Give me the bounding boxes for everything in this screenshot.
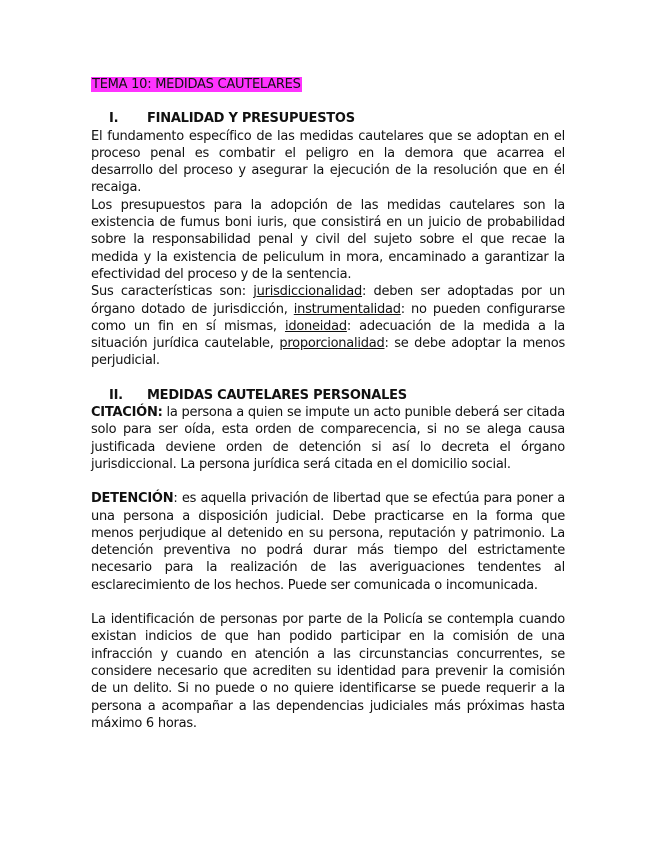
paragraph-caracteristicas: Sus características son: jurisdiccionalidad: deben ser adoptadas por un órgano dotado de jurisdicción, instrumentalidad: no pueden configurarse como un fin en sí mismas, idoneidad: adecuación de la medida a la situación jurídica cautelable, proporcionalidad: se debe adoptar la menos perjudicial. [91, 284, 566, 369]
term-citacion: CITACIÓN: [91, 405, 163, 421]
term-jurisdiccionalidad: jurisdiccionalidad [253, 284, 363, 300]
document-page [91, 76, 565, 732]
paragraph-citacion: CITACIÓN: la persona a quien se impute un acto punible deberá ser citada solo para ser oída, esta orden de comparecencia, si no se alega causa justificada deviene orden de detención si así lo decreta el órgano jurisdiccional. La persona jurídica será citada en el domicilio social. [91, 405, 565, 472]
page-title [91, 76, 565, 93]
section-title: FINALIDAD Y PRESUPUESTOS [147, 111, 355, 127]
paragraph-fundamento: El fundamento específico de las medidas cautelares que se adoptan en el proceso penal es combatir el peligro en la demora que acarrea el desarrollo del proceso y asegurar la ejecución de la resolución que en él recaiga. [91, 128, 565, 196]
term-proporcionalidad: proporcionalidad [279, 336, 385, 352]
paragraph-presupuestos: Los presupuestos para la adopción de las medidas cautelares son la existencia de fumus boni iuris, que consistirá en un juicio de probabilidad sobre la responsabilidad penal y civil del sujeto sobre el que recae la medida y la existencia de peliculum in mora, encaminado a garantizar la efectividad del proceso y de la sentencia. [91, 197, 565, 282]
section-heading-1 [91, 110, 565, 127]
paragraph-identificacion: La identificación de personas por parte de la Policía se contempla cuando existan indicios de que han podido participar en la comisión de una infracción y cuando en atención a las circunstancias concurrentes, se considere necesario que acrediten su identidad para prevenir la comisión de un delito. Si no puede o no quiere identificarse se puede requerir a la persona a acompañar a las dependencias judiciales más próximas hasta máximo 6 horas. [91, 612, 565, 731]
spacer [91, 473, 565, 490]
paragraph-detencion: DETENCIÓN: es aquella privación de libertad que se efectúa para poner a una persona a disposición judicial. Debe practicarse en la forma que menos perjudique al detenido en su persona, reputación y patrimonio. La detención preventiva no podrá durar más tiempo del estrictamente necesario para la realización de las averiguaciones tendentes al esclarecimiento de los hechos. Puede ser comunicada o incomunicada. [91, 491, 565, 593]
section-number: II. [109, 387, 123, 403]
term-detencion: DETENCIÓN [91, 491, 174, 507]
section-number: I. [109, 111, 119, 127]
section-heading-2 [91, 387, 565, 404]
term-idoneidad: idoneidad [284, 318, 347, 334]
spacer [91, 370, 565, 387]
term-instrumentalidad: instrumentalidad [293, 301, 401, 317]
spacer [91, 594, 565, 611]
title-highlight: TEMA 10: MEDIDAS CAUTELARES [92, 77, 301, 92]
section-title: MEDIDAS CAUTELARES PERSONALES [147, 387, 407, 403]
